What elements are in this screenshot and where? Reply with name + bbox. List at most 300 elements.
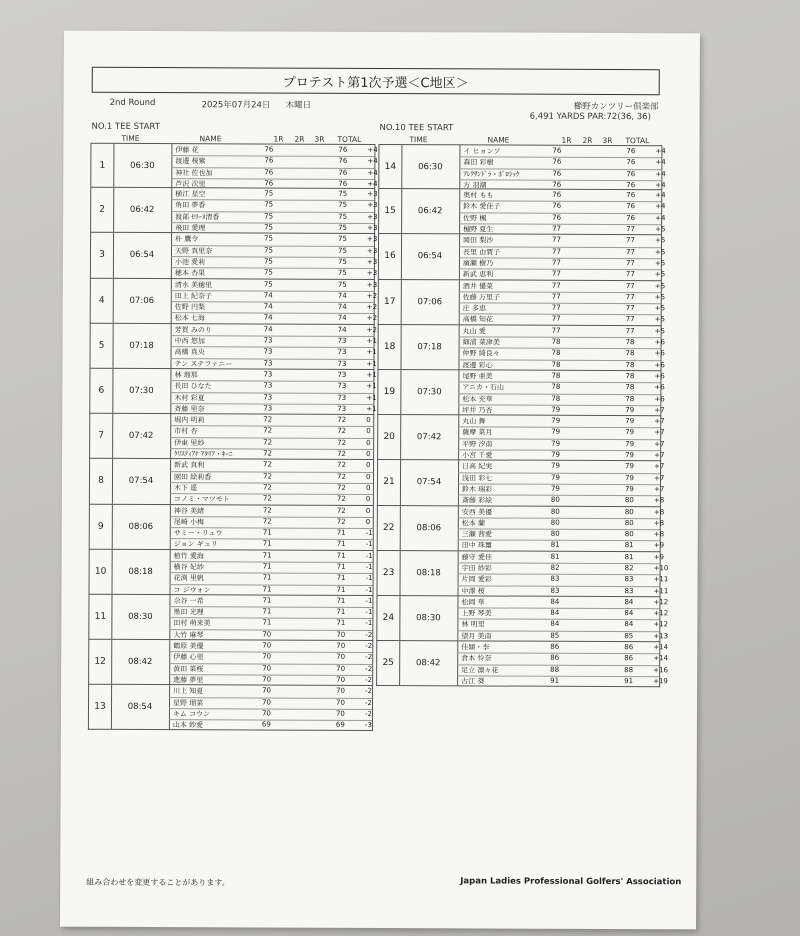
total-score: 74 <box>337 302 347 312</box>
tee-time: 07:06 <box>401 280 460 324</box>
player-name: 仲野 綺良々 <box>462 349 500 358</box>
player-name: 丸山 愛 <box>462 327 486 336</box>
round1-score: 76 <box>552 158 562 167</box>
round1-score: 71 <box>262 562 272 571</box>
total-score: 75 <box>337 280 347 289</box>
to-par: +1 <box>366 336 377 346</box>
to-par: +14 <box>653 654 669 663</box>
to-par: +5 <box>654 247 666 256</box>
round1-score: 74 <box>263 313 273 322</box>
to-par: 0 <box>366 416 371 425</box>
to-par: +9 <box>653 552 665 561</box>
total-score: 78 <box>625 372 635 381</box>
round1-score: 72 <box>262 472 272 481</box>
player-name: 岡田 梨沙 <box>463 236 494 245</box>
round1-score: 79 <box>551 428 561 437</box>
left-col-time: TIME <box>121 133 140 143</box>
to-par: +12 <box>653 609 669 618</box>
right-col-1r: 1R <box>561 135 572 145</box>
total-score: 71 <box>336 562 346 571</box>
pairing-group <box>377 460 665 506</box>
left-col-1r: 1R <box>273 134 284 144</box>
round1-score: 77 <box>551 270 561 279</box>
total-score: 85 <box>624 631 634 640</box>
player-row <box>458 404 665 416</box>
total-score: 78 <box>625 360 635 369</box>
total-score: 77 <box>626 225 636 234</box>
round1-score: 88 <box>550 665 560 674</box>
player-name: 鶴原 美優 <box>173 642 204 651</box>
group-number: 5 <box>90 323 113 367</box>
total-score: 71 <box>336 607 346 617</box>
player-name: 坪井 乃杏 <box>462 406 493 415</box>
player-name: 横谷 妃紗 <box>173 563 204 572</box>
left-col-total: TOTAL <box>337 134 362 144</box>
player-row <box>458 449 665 461</box>
player-name: 庄 多恵 <box>462 304 487 313</box>
round1-score: 73 <box>263 347 273 356</box>
group-number: 21 <box>378 460 401 504</box>
player-name: 植竹 愛海 <box>173 551 204 560</box>
group-number: 11 <box>89 595 112 639</box>
group-number: 24 <box>377 596 400 640</box>
pairing-group <box>89 504 374 550</box>
player-name: 佐藤 万里子 <box>462 293 501 302</box>
pairing-group <box>376 641 669 687</box>
player-name: サミー・リュウ <box>173 529 223 538</box>
player-name: 小池 愛莉 <box>174 258 206 267</box>
player-name: ジョン ギュリ <box>173 540 218 549</box>
round1-score: 71 <box>262 528 272 537</box>
round1-score: 79 <box>550 473 560 482</box>
round1-score: 75 <box>263 257 273 266</box>
player-name: アニカ・石山 <box>462 383 505 392</box>
group-number: 17 <box>379 280 402 324</box>
total-score: 70 <box>336 630 346 639</box>
total-score: 82 <box>624 564 634 573</box>
player-name: 花渕 里帆 <box>173 574 204 583</box>
round1-score: 76 <box>552 146 562 155</box>
player-name: 清水 美穂里 <box>174 280 213 289</box>
total-score: 76 <box>626 158 636 167</box>
pairing-group <box>376 596 669 642</box>
round1-score: 80 <box>550 518 560 527</box>
player-row <box>170 448 373 460</box>
pairing-group <box>88 549 373 595</box>
round1-score: 83 <box>550 586 560 595</box>
player-name: 山本 紗愛 <box>172 721 204 730</box>
total-score: 84 <box>624 597 634 606</box>
round1-score: 75 <box>264 234 273 243</box>
to-par: +1 <box>366 370 377 379</box>
total-score: 71 <box>336 528 346 537</box>
total-score: 75 <box>338 235 347 244</box>
round1-score: 77 <box>551 281 561 290</box>
group-number: 3 <box>91 233 114 277</box>
tee-time: 08:18 <box>399 551 458 595</box>
to-par: +2 <box>366 303 378 312</box>
player-name: 渡邊 彩心 <box>462 360 493 370</box>
player-name: イ ヒョンソ <box>463 147 501 156</box>
player-name: 田上 紀奈子 <box>174 291 213 301</box>
group-number: 13 <box>89 685 112 729</box>
total-score: 80 <box>624 496 634 505</box>
to-par: +1 <box>366 359 377 368</box>
round1-score: 72 <box>262 505 272 515</box>
round1-score: 84 <box>550 620 560 629</box>
player-name: キム コウン <box>172 709 211 719</box>
round1-score: 75 <box>264 189 274 198</box>
player-name: 片岡 愛彩 <box>461 575 492 584</box>
total-score: 77 <box>625 281 635 290</box>
total-score: 72 <box>337 438 347 447</box>
total-score: 71 <box>336 540 346 549</box>
round1-score: 70 <box>262 698 271 707</box>
total-score: 79 <box>624 484 634 494</box>
round1-score: 70 <box>262 664 272 673</box>
total-score: 72 <box>336 495 346 504</box>
total-score: 78 <box>625 394 635 403</box>
player-name: 穂本 杏果 <box>174 269 206 278</box>
total-score: 71 <box>336 596 346 605</box>
round1-score: 72 <box>263 460 273 469</box>
round1-score: 79 <box>551 450 561 459</box>
to-par: +6 <box>654 372 665 381</box>
group-number: 25 <box>377 641 400 685</box>
group-number: 19 <box>378 370 401 414</box>
to-par: +3 <box>367 235 378 244</box>
player-name: 佳穎・李 <box>461 643 490 652</box>
pairing-group <box>88 640 373 686</box>
total-score: 79 <box>625 405 635 414</box>
total-score: 79 <box>625 451 635 460</box>
player-name: 長里 由賈子 <box>462 248 501 257</box>
round1-score: 75 <box>263 268 273 277</box>
tee-time: 08:54 <box>111 685 170 729</box>
round1-score: 76 <box>552 180 562 189</box>
round1-score: 76 <box>552 190 562 199</box>
total-score: 75 <box>337 246 347 255</box>
total-score: 77 <box>625 304 635 313</box>
group-number: 7 <box>90 414 113 458</box>
player-name: 宇田 紗彩 <box>461 564 492 573</box>
total-score: 76 <box>338 157 348 166</box>
pairing-group <box>90 143 378 189</box>
pairing-group <box>88 595 373 641</box>
round1-score: 78 <box>551 349 561 358</box>
total-score: 77 <box>625 292 635 301</box>
player-row <box>458 359 665 371</box>
course-name: 櫛野カンツリー倶楽部 <box>573 101 659 113</box>
right-col-name: NAME <box>487 135 510 145</box>
to-par: +8 <box>653 518 665 528</box>
player-row <box>459 314 666 326</box>
player-name: 佐野 楓 <box>463 214 487 223</box>
footer-note: 組み合わせを変更することがあります。 <box>86 877 230 888</box>
round1-score: 72 <box>263 426 273 435</box>
total-score: 70 <box>336 675 346 684</box>
round1-score: 73 <box>263 404 273 413</box>
to-par: -2 <box>365 687 373 696</box>
total-score: 75 <box>338 190 348 199</box>
tee-time: 07:18 <box>400 325 459 369</box>
to-par: -1 <box>365 540 373 549</box>
to-par: +7 <box>653 473 665 482</box>
round1-score: 71 <box>262 585 272 594</box>
player-row <box>459 223 666 235</box>
to-par: +5 <box>654 293 666 302</box>
weekday-label: 木曜日 <box>285 100 312 111</box>
total-score: 88 <box>624 665 634 674</box>
to-par: +11 <box>653 586 669 595</box>
to-par: +3 <box>367 201 378 210</box>
to-par: -3 <box>364 721 372 730</box>
total-score: 78 <box>625 383 635 392</box>
player-row <box>169 674 372 686</box>
player-name: 進藤 夢里 <box>173 676 204 685</box>
to-par: +4 <box>655 181 666 190</box>
round1-score: 72 <box>263 438 273 447</box>
round1-score: 77 <box>551 315 561 324</box>
player-name: 墨田 光理 <box>173 608 204 617</box>
player-row <box>170 493 373 505</box>
player-name: 鈴木 瑞彩 <box>461 485 493 494</box>
pairing-group <box>377 325 665 371</box>
total-score: 72 <box>336 483 346 492</box>
tee-time: 06:54 <box>401 234 460 278</box>
to-par: -2 <box>364 709 372 718</box>
player-name: 三瀬 茜愛 <box>461 530 493 539</box>
player-name: 渡邊 桜紫 <box>175 157 206 166</box>
total-score: 81 <box>624 552 634 561</box>
total-score: 80 <box>624 518 634 527</box>
pairing-group <box>90 278 378 324</box>
player-row <box>169 629 372 641</box>
to-par: 0 <box>366 461 371 470</box>
total-score: 86 <box>624 654 634 663</box>
player-name: 松本 七海 <box>174 314 205 323</box>
to-par: -1 <box>365 551 373 560</box>
to-par: +1 <box>366 382 377 391</box>
tee-time: 06:30 <box>113 144 172 187</box>
player-name: 横江 星空 <box>175 190 206 199</box>
total-score: 77 <box>625 270 635 279</box>
total-score: 77 <box>625 247 635 256</box>
left-col-2r: 2R <box>294 134 305 144</box>
total-score: 83 <box>624 575 634 584</box>
total-score: 72 <box>336 517 346 526</box>
round1-score: 77 <box>551 258 561 267</box>
round1-score: 74 <box>263 302 273 311</box>
player-name: 木下 遥 <box>173 484 198 493</box>
player-name: 田村 萌来美 <box>173 619 211 628</box>
player-name: 丸山 舞 <box>462 417 486 426</box>
total-score: 75 <box>337 257 347 266</box>
player-row <box>170 358 377 370</box>
to-par: +8 <box>653 507 665 516</box>
round1-score: 69 <box>261 720 271 729</box>
round1-score: 72 <box>263 415 273 424</box>
total-score: 79 <box>625 439 635 448</box>
to-par: +3 <box>366 257 378 266</box>
to-par: +8 <box>653 496 665 505</box>
to-par: -2 <box>365 630 373 639</box>
total-score: 70 <box>335 709 345 718</box>
to-par: -2 <box>365 641 373 651</box>
player-name: 新武 真利 <box>174 461 205 470</box>
group-number: 10 <box>90 549 113 593</box>
total-score: 77 <box>625 326 635 335</box>
to-par: 0 <box>365 495 371 504</box>
round1-score: 73 <box>263 381 273 390</box>
player-name: 方 羽潮 <box>463 181 487 190</box>
pairing-group <box>89 414 374 460</box>
to-par: -2 <box>365 653 373 662</box>
player-name: 上野 琴美 <box>461 609 492 618</box>
round1-score: 77 <box>552 236 561 245</box>
to-par: +3 <box>367 212 378 221</box>
round1-score: 86 <box>550 642 560 651</box>
round1-score: 70 <box>262 630 272 639</box>
round1-score: 78 <box>551 394 561 403</box>
round1-score: 74 <box>263 325 273 334</box>
total-score: 77 <box>626 236 635 245</box>
player-name: 伊藤 花 <box>175 146 199 155</box>
round1-score: 76 <box>264 179 274 188</box>
round1-score: 76 <box>552 169 562 178</box>
to-par: +4 <box>655 158 666 167</box>
round1-score: 71 <box>262 551 272 560</box>
player-name: 川上 知夏 <box>173 687 204 696</box>
to-par: +5 <box>654 326 665 335</box>
total-score: 84 <box>624 620 634 629</box>
round1-score: 84 <box>550 597 560 606</box>
to-par: +11 <box>653 575 669 584</box>
player-name: 松岡 華 <box>461 598 485 607</box>
to-par: +1 <box>366 393 377 402</box>
tee-time: 06:42 <box>113 188 172 232</box>
total-score: 76 <box>626 202 636 211</box>
player-name: 古江 葵 <box>461 677 485 686</box>
player-name: 木村 彩夏 <box>174 393 205 402</box>
total-score: 73 <box>337 393 347 402</box>
player-name: 朴 鷹令 <box>175 235 199 244</box>
player-name: 神谷 美緒 <box>173 506 205 515</box>
to-par: 0 <box>365 506 371 515</box>
group-number: 12 <box>89 640 112 684</box>
player-row <box>457 585 669 597</box>
right-tee-label: NO.10 TEE START <box>379 122 454 134</box>
round1-score: 73 <box>263 370 273 379</box>
player-name: ｸﾘｽﾃｨｱﾅ ｱﾀﾘｱ・ｷｰﾆ <box>174 450 233 459</box>
to-par: +5 <box>655 236 666 245</box>
pairing-group <box>90 188 378 234</box>
total-score: 70 <box>336 653 346 662</box>
total-score: 76 <box>626 180 636 190</box>
yards-par: 6,491 YARDS PAR:72(36, 36) <box>529 111 651 123</box>
player-row <box>170 403 377 415</box>
tee-time: 08:06 <box>112 504 171 548</box>
to-par: +7 <box>654 406 665 415</box>
to-par: -1 <box>365 585 373 594</box>
pairing-group <box>377 415 665 461</box>
round1-score: 81 <box>550 552 560 561</box>
player-row <box>459 269 666 281</box>
player-name: 足立 凛々花 <box>461 666 499 675</box>
to-par: +4 <box>655 191 666 200</box>
round1-score: 75 <box>263 246 273 255</box>
to-par: +19 <box>653 677 668 686</box>
round1-score: 78 <box>551 360 561 369</box>
tee-time: 07:42 <box>400 415 459 459</box>
to-par: +13 <box>653 631 669 641</box>
total-score: 70 <box>336 698 345 707</box>
round1-score: 71 <box>262 573 272 582</box>
player-name: 田中 珠璽 <box>461 541 492 550</box>
to-par: +9 <box>653 541 665 550</box>
footer-organization: Japan Ladies Professional Golfers' Association <box>460 876 682 888</box>
player-name: 林 明里 <box>461 620 485 629</box>
total-score: 74 <box>337 314 347 323</box>
total-score: 75 <box>338 201 348 210</box>
player-name: 藤守 愛佳 <box>461 553 492 562</box>
tee-time: 07:54 <box>112 459 171 503</box>
pairing-group <box>378 144 666 190</box>
total-score: 76 <box>338 168 348 177</box>
tee-time: 06:54 <box>113 233 172 277</box>
player-name: コノミ・マツモト <box>173 495 230 504</box>
player-name: コ ジウォン <box>173 585 211 594</box>
player-name: 小宮 千愛 <box>462 451 493 460</box>
tee-time: 07:54 <box>400 460 459 504</box>
round1-score: 77 <box>551 303 561 312</box>
player-name: 星野 瑠菜 <box>173 698 204 707</box>
round1-score: 70 <box>262 652 272 661</box>
round1-score: 71 <box>262 618 272 627</box>
round1-score: 70 <box>262 641 272 650</box>
round1-score: 91 <box>550 676 560 685</box>
player-row <box>169 584 372 596</box>
pairing-group <box>376 551 669 597</box>
round1-score: 71 <box>262 539 272 548</box>
total-score: 86 <box>624 643 634 652</box>
total-score: 83 <box>624 586 634 595</box>
to-par: +5 <box>654 259 666 268</box>
total-score: 76 <box>626 213 636 222</box>
pairing-group <box>378 280 666 326</box>
player-row <box>171 313 378 325</box>
to-par: +7 <box>654 451 665 460</box>
total-score: 76 <box>338 145 348 154</box>
round1-score: 70 <box>261 709 271 718</box>
to-par: -1 <box>365 596 373 605</box>
player-name: 大竹 麻琴 <box>173 630 204 639</box>
total-score: 77 <box>625 259 635 268</box>
player-name: 林 瑠那 <box>174 371 198 380</box>
total-score: 71 <box>336 574 346 583</box>
player-name: 望月 美南 <box>461 632 492 641</box>
pairing-group <box>88 685 373 731</box>
player-name: 渡部 ｾﾘｰﾇ清香 <box>175 212 220 222</box>
to-par: +7 <box>653 485 665 494</box>
to-par: +7 <box>654 417 665 426</box>
right-pairings-table <box>376 144 669 687</box>
to-par: +1 <box>366 348 377 357</box>
to-par: +3 <box>366 246 378 255</box>
player-name: 市村 杏 <box>174 427 198 436</box>
player-name: 平野 汐南 <box>462 440 493 449</box>
to-par: +5 <box>654 304 666 313</box>
